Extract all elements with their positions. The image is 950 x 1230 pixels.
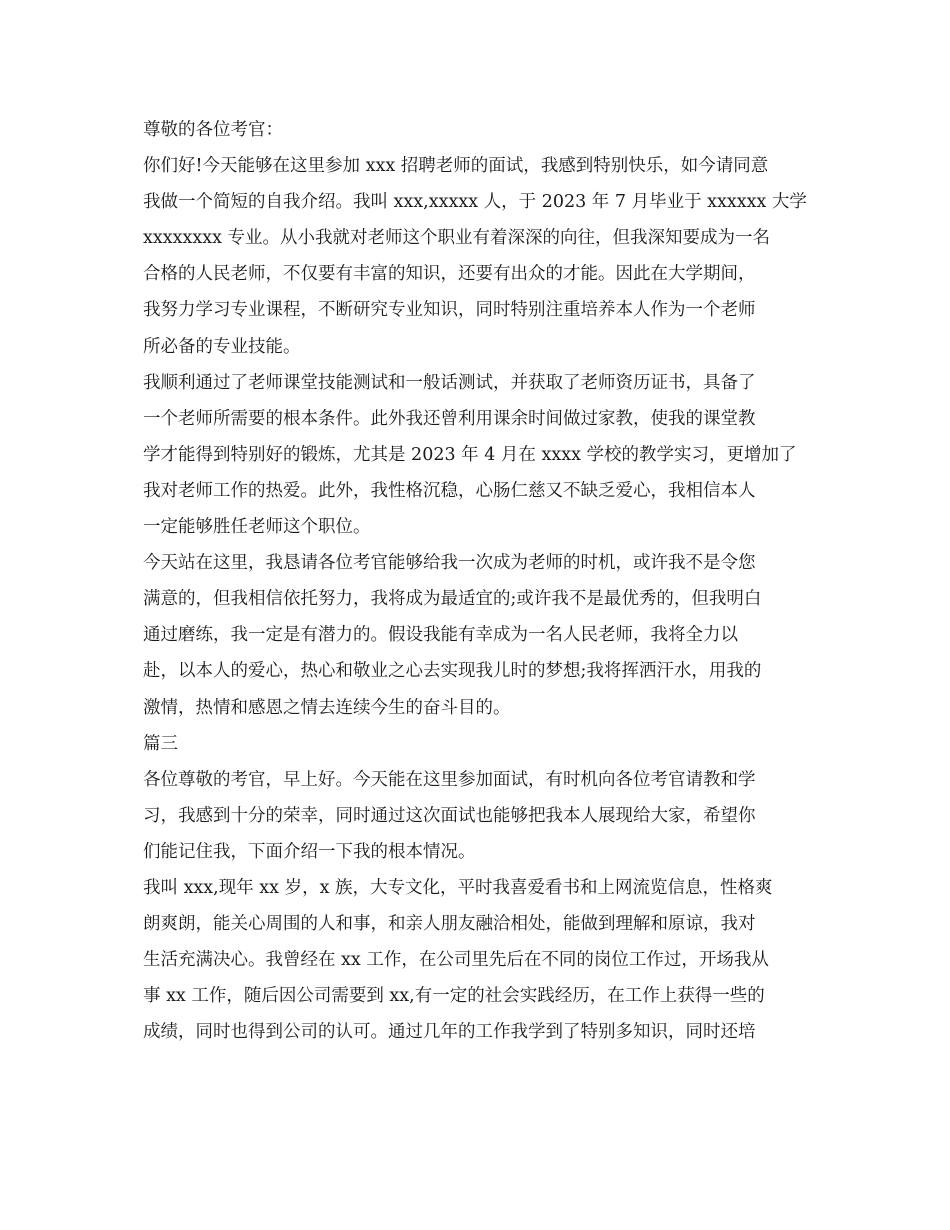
text-line: 我努力学习专业课程，不断研究专业知识，同时特别注重培养本人作为一个老师 (143, 300, 756, 321)
text-line: 学才能得到特别好的锻炼，尤其是 2023 年 4 月在 xxxx 学校的教学实习，更增加了 (143, 444, 797, 465)
text-line: 我顺利通过了老师课堂技能测试和一般话测试，并获取了老师资历证书，具备了 (143, 372, 756, 393)
text-line: 习，我感到十分的荣幸，同时通过这次面试也能够把我本人展现给大家，希望你 (143, 805, 756, 826)
text-line: 我对老师工作的热爱。此外，我性格沉稳，心肠仁慈又不缺乏爱心，我相信本人 (143, 480, 756, 501)
text-line: 我叫 xxx,现年 xx 岁，x 族，大专文化，平时我喜爱看书和上网流览信息，性格爽 (143, 877, 773, 898)
text-line: 激情，热情和感恩之情去连续今生的奋斗目的。 (143, 697, 511, 718)
text-line: 合格的人民老师，不仅要有丰富的知识，还要有出众的才能。因此在大学期间， (143, 264, 756, 285)
text-line: 赴，以本人的爱心，热心和敬业之心去实现我儿时的梦想;我将挥洒汗水，用我的 (143, 661, 762, 682)
body-paragraph (143, 870, 813, 1050)
body-paragraph (143, 365, 813, 545)
text-line: 一个老师所需要的根本条件。此外我还曾利用课余时间做过家教，使我的课堂教 (143, 408, 756, 429)
text-line: 们能记住我，下面介绍一下我的根本情况。 (143, 841, 476, 862)
text-line: 成绩，同时也得到公司的认可。通过几年的工作我学到了特别多知识，同时还培 (143, 1022, 756, 1043)
section-heading (143, 726, 813, 762)
text-line: 一定能够胜任老师这个职位。 (143, 517, 371, 538)
body-paragraph (143, 545, 813, 725)
text-line: 尊敬的各位考官： (143, 120, 283, 140)
text-line: 事 xx 工作，随后因公司需要到 xx,有一定的社会实践经历，在工作上获得一些的 (143, 986, 765, 1007)
body-paragraph (143, 148, 813, 365)
body-paragraph (143, 762, 813, 870)
text-line: 生活充满决心。我曾经在 xx 工作，在公司里先后在不同的岗位工作过，开场我从 (143, 950, 769, 971)
text-line: 通过磨练，我一定是有潜力的。假设我能有幸成为一名人民老师，我将全力以 (143, 625, 738, 646)
text-line: 我做一个简短的自我介绍。我叫 xxx,xxxxx 人，于 2023 年 7 月毕业于 xxxxxx 大学 (143, 192, 807, 213)
text-line: 朗爽朗，能关心周围的人和事，和亲人朋友融洽相处，能做到理解和原谅，我对 (143, 914, 756, 935)
text-line: 你们好!今天能够在这里参加 xxx 招聘老师的面试，我感到特别快乐，如今请同意 (143, 156, 769, 177)
text-line: 各位尊敬的考官，早上好。今天能在这里参加面试，有时机向各位考官请教和学 (143, 769, 756, 790)
text-line: 所必备的专业技能。 (143, 336, 301, 357)
text-line: 满意的，但我相信依托努力，我将成为最适宜的;或许我不是最优秀的，但我明白 (143, 589, 762, 610)
section-title: 篇三 (143, 733, 178, 754)
text-line: 今天站在这里，我恳请各位考官能够给我一次成为老师的时机，或许我不是令您 (143, 553, 756, 574)
salutation-paragraph (143, 112, 813, 148)
text-line: xxxxxxxx 专业。从小我就对老师这个职业有着深深的向往，但我深知要成为一名 (143, 228, 771, 249)
document-body (143, 112, 813, 1050)
